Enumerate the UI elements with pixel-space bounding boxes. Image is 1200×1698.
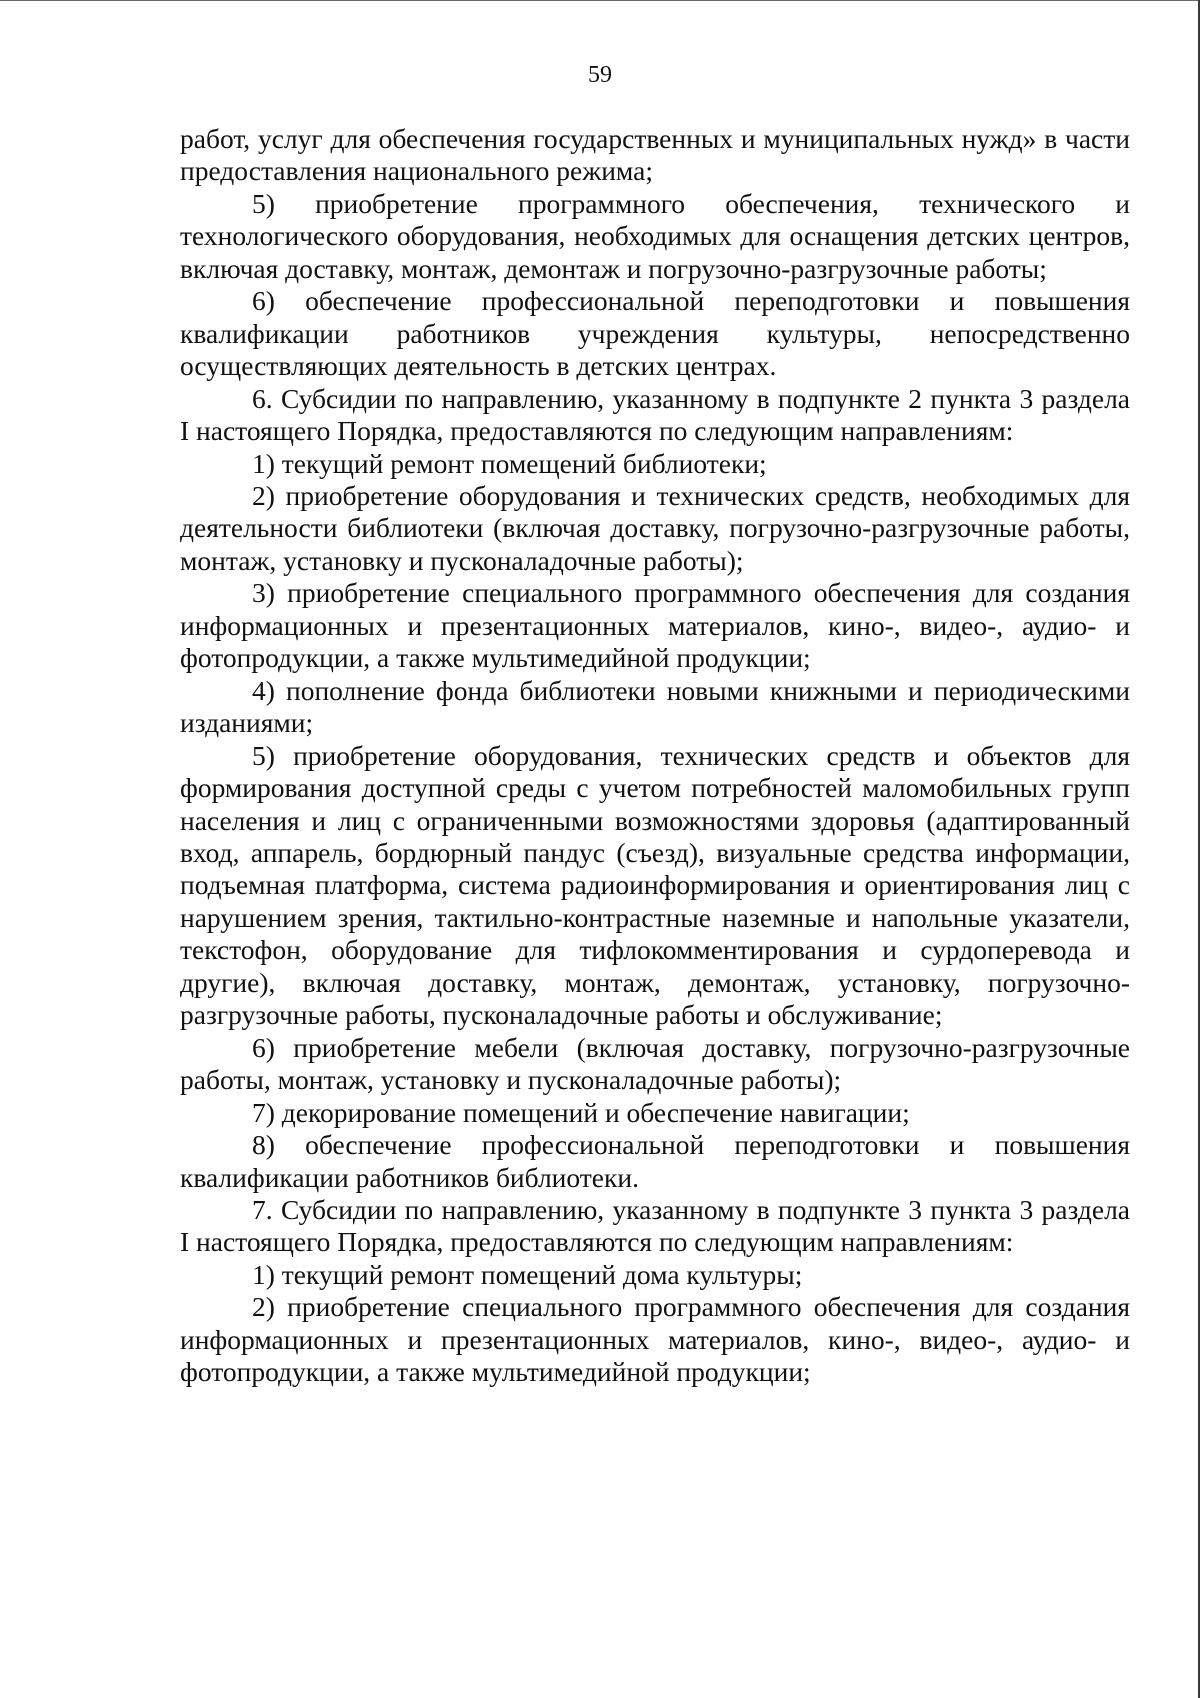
- paragraph-library-item-6: 6) приобретение мебели (включая доставку, погрузочно-разгрузочные работы, монтаж, установку и пусконаладочные работы);: [180, 1031, 1130, 1096]
- paragraph-continuation: работ, услуг для обеспечения государственных и муниципальных нужд» в части предоставления национального режима;: [180, 123, 1130, 187]
- paragraph-section-6: 6. Субсидии по направлению, указанному в подпункте 2 пункта 3 раздела I настоящего Порядка, предоставляются по следующим направлениям:: [180, 382, 1130, 447]
- paragraph-library-item-1: 1) текущий ремонт помещений библиотеки;: [252, 447, 767, 479]
- paragraph-section-7: 7. Субсидии по направлению, указанному в подпункте 3 пункта 3 раздела I настоящего Порядка, предоставляются по следующим направлениям:: [180, 1193, 1130, 1258]
- paragraph-library-item-8: 8) обеспечение профессиональной переподготовки и повышения квалификации работников библиотеки.: [180, 1129, 1130, 1193]
- paragraph-library-item-5: 5) приобретение оборудования, технических средств и объектов для формирования доступной среды с учетом потребностей маломобильных групп населения и лиц с ограниченными возможностями здоровья (адаптированный вход, аппарель, бордюрный пандус (съезд), визуальные средства информации, подъемная платформа, система радиоинформирования и ориентирования лиц с нарушением зрения, тактильно-контрастные наземные и напольные указатели, текстофон, оборудование для тифлокомментирования и сурдоперевода и другие), включая доставку, монтаж, демонтаж, установку, погрузочно-разгрузочные работы, пусконаладочные работы и обслуживание;: [180, 739, 1130, 1031]
- scan-top-edge: [0, 0, 1200, 1]
- paragraph-item-6-training: 6) обеспечение профессиональной переподготовки и повышения квалификации работников учреждения культуры, непосредственно осуществляющих деятельность в детских центрах.: [180, 285, 1130, 382]
- document-body: [180, 123, 1130, 1389]
- paragraph-library-item-7: 7) декорирование помещений и обеспечение навигации;: [252, 1096, 910, 1128]
- paragraph-library-item-2: 2) приобретение оборудования и технических средств, необходимых для деятельности библиотеки (включая доставку, погрузочно-разгрузочные работы, монтаж, установку и пусконаладочные работы);: [180, 479, 1130, 576]
- paragraph-item-5-software: 5) приобретение программного обеспечения, технического и технологического оборудования, необходимых для оснащения детских центров, включая доставку, монтаж, демонтаж и погрузочно-разгрузочные работы;: [180, 187, 1130, 284]
- paragraph-culture-item-1: 1) текущий ремонт помещений дома культуры;: [252, 1258, 803, 1290]
- page-number: 59: [588, 62, 612, 88]
- paragraph-library-item-4: 4) пополнение фонда библиотеки новыми книжными и периодическими изданиями;: [180, 674, 1130, 739]
- paragraph-library-item-3: 3) приобретение специального программного обеспечения для создания информационных и презентационных материалов, кино-, видео-, аудио- и фотопродукции, а также мультимедийной продукции;: [180, 577, 1130, 674]
- paragraph-culture-item-2: 2) приобретение специального программного обеспечения для создания информационных и презентационных материалов, кино-, видео-, аудио- и фотопродукции, а также мультимедийной продукции;: [180, 1291, 1130, 1388]
